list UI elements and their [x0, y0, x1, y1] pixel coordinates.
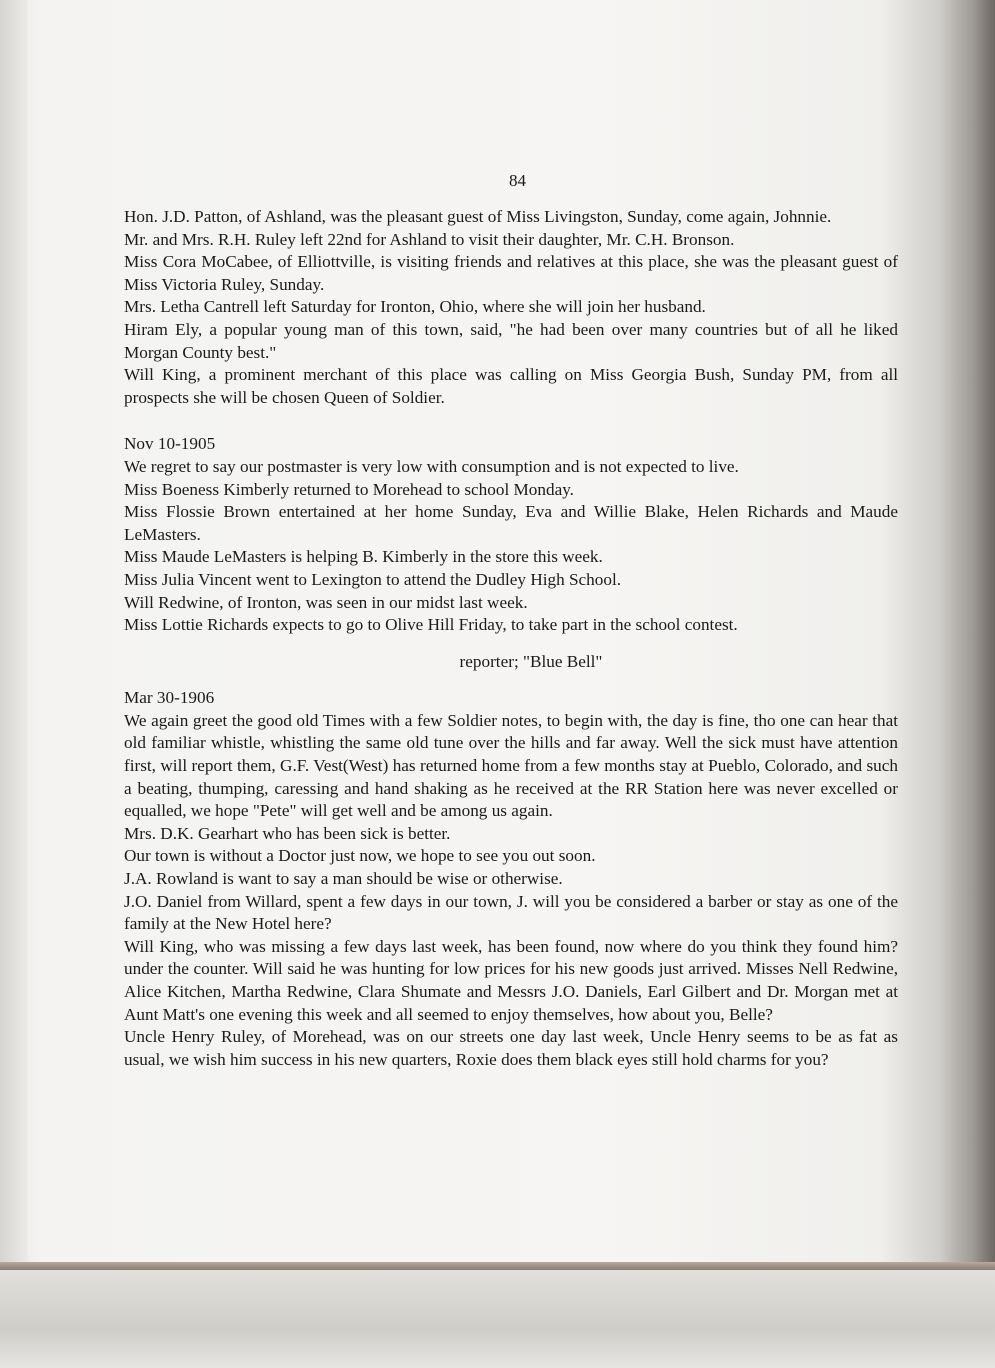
paragraph: Miss Cora MoCabee, of Elliottville, is visiting friends and relatives at this place, she was the pleasant guest of Miss Victoria Ruley, Sunday.: [124, 252, 898, 294]
paragraph: Mrs. D.K. Gearhart who has been sick is better.: [124, 823, 451, 843]
paragraph: J.O. Daniel from Willard, spent a few days in our town, J. will you be considered a barber or stay as one of the family at the New Hotel here?: [124, 891, 898, 934]
page-bottom-edge: [0, 1262, 995, 1270]
paragraph: We regret to say our postmaster is very low with consumption and is not expected to live.: [124, 456, 739, 476]
paragraph: Hiram Ely, a popular young man of this town, said, "he had been over many countries but of all he liked Morgan County best.": [124, 319, 898, 362]
section-date: Nov 10-1905: [124, 434, 216, 454]
paragraph: Mrs. Letha Cantrell left Saturday for Ironton, Ohio, where she will join her husband.: [124, 297, 706, 317]
paragraph: Miss Flossie Brown entertained at her home Sunday, Eva and Willie Blake, Helen Richards and Maude LeMasters.: [124, 502, 898, 544]
paragraph: Miss Julia Vincent went to Lexington to attend the Dudley High School.: [124, 569, 622, 589]
paragraph: Uncle Henry Ruley, of Morehead, was on our streets one day last week, Uncle Henry seems to be as fat as usual, we wish him success in his new quarters, Roxie does them black eyes still hold charms for you?: [124, 1027, 898, 1069]
paragraph: Will King, a prominent merchant of this place was calling on Miss Georgia Bush, Sunday PM, from all prospects she will be chosen Queen of Soldier.: [124, 365, 898, 407]
section-3: [124, 687, 898, 1071]
background-surface: [0, 1270, 995, 1368]
paragraph: Miss Maude LeMasters is helping B. Kimberly in the store this week.: [124, 547, 603, 567]
paragraph: Hon. J.D. Patton, of Ashland, was the pleasant guest of Miss Livingston, Sunday, come again, Johnnie.: [124, 207, 832, 226]
paragraph: J.A. Rowland is want to say a man should be wise or otherwise.: [124, 869, 563, 889]
paragraph: Miss Lottie Richards expects to go to Olive Hill Friday, to take part in the school contest.: [124, 615, 738, 635]
paragraph: Will Redwine, of Ironton, was seen in our midst last week.: [124, 592, 528, 612]
section-1: [124, 206, 898, 409]
paragraph: Our town is without a Doctor just now, we hope to see you out soon.: [124, 846, 596, 866]
page-number: 84: [509, 171, 526, 190]
section-date: Mar 30-1906: [124, 688, 215, 708]
paragraph: Mr. and Mrs. R.H. Ruley left 22nd for Ashland to visit their daughter, Mr. C.H. Bronson.: [124, 229, 735, 249]
paragraph: We again greet the good old Times with a few Soldier notes, to begin with, the day is fine, tho one can hear that old familiar whistle, whistling the same old tune over the hills and far away. Well the sick must have attention first, will report them, G.F. Vest(West) has returned home from a few months stay at Pueblo, Colorado, and such a beating, thumping, caressing and hand shaking as he received at the RR Station here was never excelled or equalled, we hope "Pete" will get well and be among us again.: [124, 710, 898, 821]
section-2: [124, 433, 898, 673]
paragraph: Will King, who was missing a few days last week, has been found, now where do you think they found him? under the counter. Will said he was hunting for low prices for his new goods just arrived. Misses Nell Redwine, Alice Kitchen, Martha Redwine, Clara Shumate and Messrs J.O. Daniels, Earl Gilbert and Dr. Morgan met at Aunt Matt's one evening this week and all seemed to enjoy themselves, how about you, Belle?: [124, 936, 898, 1024]
reporter-signature: reporter; "Blue Bell": [459, 651, 603, 671]
page-text: [124, 206, 898, 1071]
paragraph: Miss Boeness Kimberly returned to Morehead to school Monday.: [124, 479, 574, 499]
